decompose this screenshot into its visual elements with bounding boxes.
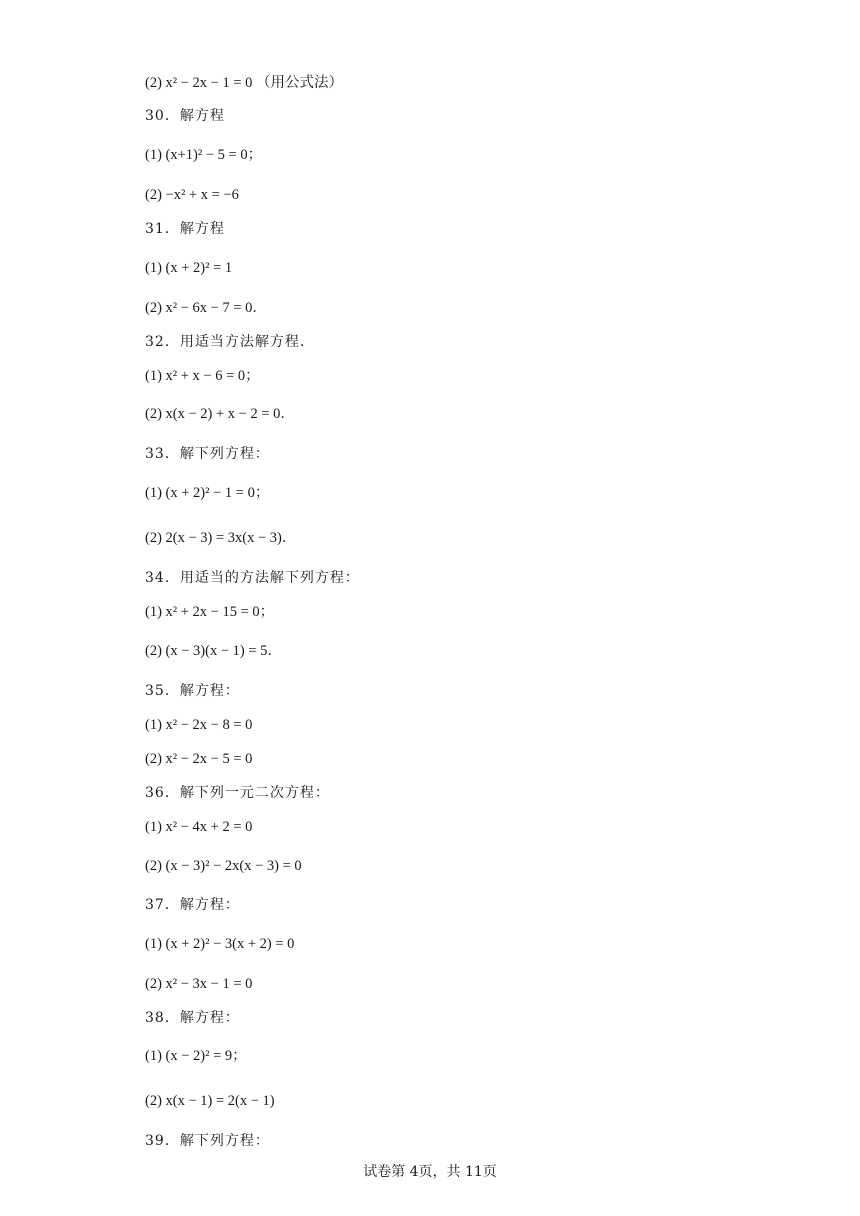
equation-line: (1) (x + 2)² − 3(x + 2) = 0 bbox=[145, 936, 295, 952]
problem-heading: 30．解方程 bbox=[145, 108, 225, 124]
equation-line: (2) x² − 6x − 7 = 0． bbox=[145, 300, 267, 316]
problem-heading: 38．解方程： bbox=[145, 1010, 240, 1026]
equation-line: (1) (x + 2)² = 1 bbox=[145, 260, 233, 276]
equation-line: (1) x² + 2x − 15 = 0； bbox=[145, 604, 275, 620]
equation-line: (2) −x² + x = −6 bbox=[145, 187, 239, 203]
equation-line: (2) x(x − 2) + x − 2 = 0． bbox=[145, 406, 295, 422]
equation-line: (2) x² − 2x − 1 = 0 （用公式法） bbox=[145, 75, 344, 91]
equation-line: (1) (x+1)² − 5 = 0； bbox=[145, 147, 263, 163]
equation-line: (1) (x + 2)² − 1 = 0； bbox=[145, 485, 270, 501]
page-footer: 试卷第 4页，共 11页 bbox=[363, 1164, 497, 1180]
equation-line: (1) x² − 4x + 2 = 0 bbox=[145, 819, 253, 835]
problem-heading: 33．解下列方程： bbox=[145, 446, 270, 462]
equation-line: (2) 2(x − 3) = 3x(x − 3)． bbox=[145, 530, 297, 546]
problem-heading: 32．用适当方法解方程． bbox=[145, 334, 315, 350]
problem-heading: 34．用适当的方法解下列方程： bbox=[145, 570, 360, 586]
problem-heading: 31．解方程 bbox=[145, 221, 225, 237]
equation-line: (2) x² − 3x − 1 = 0 bbox=[145, 976, 253, 992]
equation-line: (2) x(x − 1) = 2(x − 1) bbox=[145, 1093, 275, 1109]
equation-line: (2) (x − 3)(x − 1) = 5． bbox=[145, 643, 282, 659]
problem-heading: 37．解方程： bbox=[145, 897, 240, 913]
equation-line: (1) x² − 2x − 8 = 0 bbox=[145, 717, 253, 733]
problem-heading: 39．解下列方程： bbox=[145, 1133, 270, 1149]
problem-heading: 35．解方程： bbox=[145, 683, 240, 699]
equation-line: (1) x² + x − 6 = 0； bbox=[145, 368, 260, 384]
equation-line: (2) x² − 2x − 5 = 0 bbox=[145, 751, 253, 767]
equation-line: (1) (x − 2)² = 9； bbox=[145, 1048, 247, 1064]
equation-line: (2) (x − 3)² − 2x(x − 3) = 0 bbox=[145, 858, 302, 874]
problem-heading: 36．解下列一元二次方程： bbox=[145, 785, 330, 801]
